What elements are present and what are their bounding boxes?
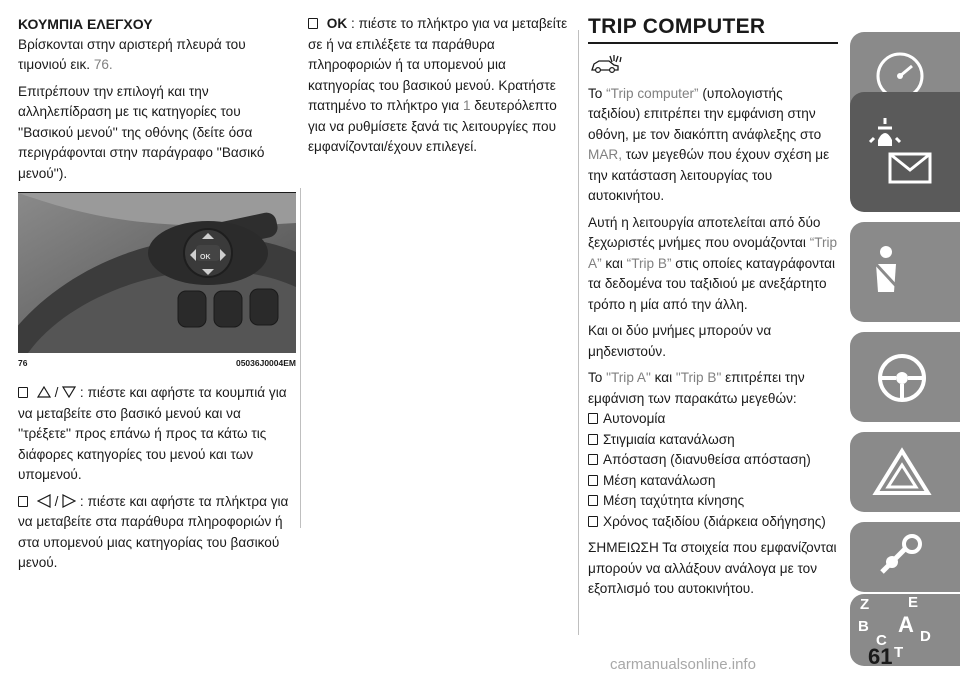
list-item-label: Στιγμιαία κατανάλωση xyxy=(603,431,735,447)
chapter-tab-maintenance[interactable] xyxy=(850,522,960,592)
bullet-square-icon xyxy=(588,495,598,506)
title-underline xyxy=(588,42,838,44)
column-divider xyxy=(578,30,579,635)
column-3 xyxy=(588,14,838,606)
steering-wheel-icon xyxy=(872,348,932,408)
bullet-left-right xyxy=(18,492,296,574)
figure-reference: 76. xyxy=(93,57,113,72)
separator: / xyxy=(54,385,59,400)
bullet-square-icon xyxy=(588,454,598,465)
triangle-down-icon xyxy=(62,386,76,398)
watermark: carmanualsonline.info xyxy=(610,656,756,673)
bullet-square-icon xyxy=(588,434,598,445)
text: (υπολογιστής ταξιδίου) επιτρέπει την εμφάνιση στην οθόνη, με τον διακόπτη ανάφλεξης στο xyxy=(588,85,822,142)
ok-label: OK xyxy=(326,16,348,31)
bullet-square-icon xyxy=(588,475,598,486)
bullet-up-down xyxy=(18,383,296,486)
index-letter: C xyxy=(876,632,887,649)
triangle-left-icon xyxy=(37,494,51,508)
section-heading: ΚΟΥΜΠΙΑ ΕΛΕΓΧΟΥ xyxy=(18,16,153,32)
ok-text-b: δευτερόλεπτο για να ρυθμίσετε ξανά τις λειτουργίες που εμφανίζονται/έχουν επιλεγεί. xyxy=(308,98,557,154)
list-item-label: Αυτονομία xyxy=(603,411,666,426)
trip-b-ref: “Trip B” xyxy=(626,255,672,271)
list-item xyxy=(588,491,838,512)
index-letter: B xyxy=(858,618,869,635)
chapter-tab-index[interactable] xyxy=(850,594,960,666)
wrench-icon xyxy=(872,534,932,580)
bullet-ok xyxy=(308,14,570,158)
ok-duration: 1 xyxy=(462,98,471,113)
bullet-square-icon xyxy=(18,496,28,507)
paragraph-quantities xyxy=(588,368,838,409)
section-title: TRIP COMPUTER xyxy=(588,15,766,38)
seatbelt-icon xyxy=(868,242,932,302)
steering-wheel-illustration xyxy=(18,193,296,353)
chapter-tab-driving[interactable] xyxy=(850,332,960,422)
list-item xyxy=(588,409,838,430)
steering-wheel-photo xyxy=(18,192,296,353)
list-item xyxy=(588,430,838,451)
mar-ref: MAR, xyxy=(588,147,622,162)
car-trip-icon xyxy=(590,54,838,74)
bullet-square-icon xyxy=(308,18,318,29)
text: Το xyxy=(588,370,603,385)
page-number: 61 xyxy=(868,644,893,669)
wheel-ok-label: OK xyxy=(200,254,211,261)
list-item-label: Χρόνος ταξιδίου (διάρκεια οδήγησης) xyxy=(603,513,826,529)
list-item-label: Μέση ταχύτητα κίνησης xyxy=(603,493,745,508)
list-item xyxy=(588,450,838,471)
chapter-tab-safety[interactable] xyxy=(850,222,960,322)
paragraph-location-text: Βρίσκονται στην αριστερή πλευρά του τιμονιού εικ. xyxy=(18,36,246,72)
list-item xyxy=(588,471,838,492)
index-letter: E xyxy=(908,594,919,611)
bullet-square-icon xyxy=(588,516,598,527)
text: επιτρέπει την εμφάνιση των παρακάτω μεγεθών: xyxy=(588,370,805,406)
triangle-up-icon xyxy=(37,386,51,398)
chapter-tab-emergency[interactable] xyxy=(850,432,960,512)
figure-caption xyxy=(18,357,296,369)
index-letter: A xyxy=(898,612,914,637)
bullet-square-icon xyxy=(18,387,28,398)
figure-number: 76 xyxy=(18,358,28,368)
index-letter: Z xyxy=(860,596,870,613)
paragraph-memories xyxy=(588,213,838,316)
bullet-left-right-text: : πιέστε και αφήστε τα πλήκτρα για να μεταβείτε στα παράθυρα πληροφοριών ή στα υπομενού μιας κατηγορίας του βασικού μενού. xyxy=(18,493,289,570)
ok-text-a: : πιέστε το πλήκτρο για να μεταβείτε σε ή να επιλέξετε τα παράθυρα πληροφοριών ή τα υπομενού μια κατηγορίας του βασικού μενού. Κρατήστε πατημένο το πλήκτρο για xyxy=(308,16,568,113)
index-letter: T xyxy=(894,644,904,661)
text: των μεγεθών που έχουν σχέση με την κατάσταση λειτουργίας του αυτοκινήτου. xyxy=(588,147,830,203)
text: στις οποίες καταγράφονται τα δεδομένα του ταξιδιού με ανεξάρτητο τρόπο η μία από την άλλη. xyxy=(588,255,836,312)
list-item xyxy=(588,512,838,533)
list-item-label: Απόσταση (διανυθείσα απόσταση) xyxy=(603,452,811,467)
text: Το xyxy=(588,85,603,101)
bullet-square-icon xyxy=(588,413,598,424)
figure-code: 05036J0004EM xyxy=(235,358,296,368)
bullet-up-down-text: : πιέστε και αφήστε τα κουμπιά για να μεταβείτε στο βασικό μενού και να ''τρέξετε'' προς επάνω ή προς τα κάτω τις διάφορες κατηγορίες του μενού και των υπομενού. xyxy=(18,385,287,482)
separator: / xyxy=(54,493,59,509)
paragraph-location xyxy=(18,35,296,76)
paragraph-reset: Και οι δύο μνήμες μπορούν να μηδενιστούν. xyxy=(588,323,772,359)
column-divider xyxy=(300,188,301,528)
paragraph-function: Επιτρέπουν την επιλογή και την αλληλεπίδραση με τις κατηγορίες του ''Βασικού μενού'' της οθόνης (δείτε όσα περιγράφονται στην παράγραφο ''Βασικό μενού''). xyxy=(18,83,265,181)
text: Αυτή η λειτουργία αποτελείται από δύο ξεχωριστές μνήμες που ονομάζονται xyxy=(588,214,821,250)
text: και xyxy=(605,255,623,271)
column-1 xyxy=(18,14,296,580)
warning-light-message-icon xyxy=(868,114,938,194)
trip-b-ref: "Trip B" xyxy=(675,370,722,385)
paragraph-intro xyxy=(588,84,838,207)
index-letter: D xyxy=(920,628,931,645)
trip-a-ref: “Trip A” xyxy=(588,235,838,271)
text: και xyxy=(654,370,673,385)
hazard-icon xyxy=(872,447,932,497)
column-2 xyxy=(308,14,570,164)
chapter-tab-warning-lights[interactable] xyxy=(850,92,960,212)
list-item-label: Μέση κατανάλωση xyxy=(603,472,716,488)
note-paragraph: ΣΗΜΕΙΩΣΗ Τα στοιχεία που εμφανίζονται μπορούν να αλλάξουν ανάλογα με τον εξοπλισμό του αυτοκινήτου. xyxy=(588,540,837,596)
trip-a-ref: "Trip A" xyxy=(606,370,651,385)
trip-computer-ref: “Trip computer” xyxy=(606,85,699,101)
triangle-right-icon xyxy=(62,494,76,508)
